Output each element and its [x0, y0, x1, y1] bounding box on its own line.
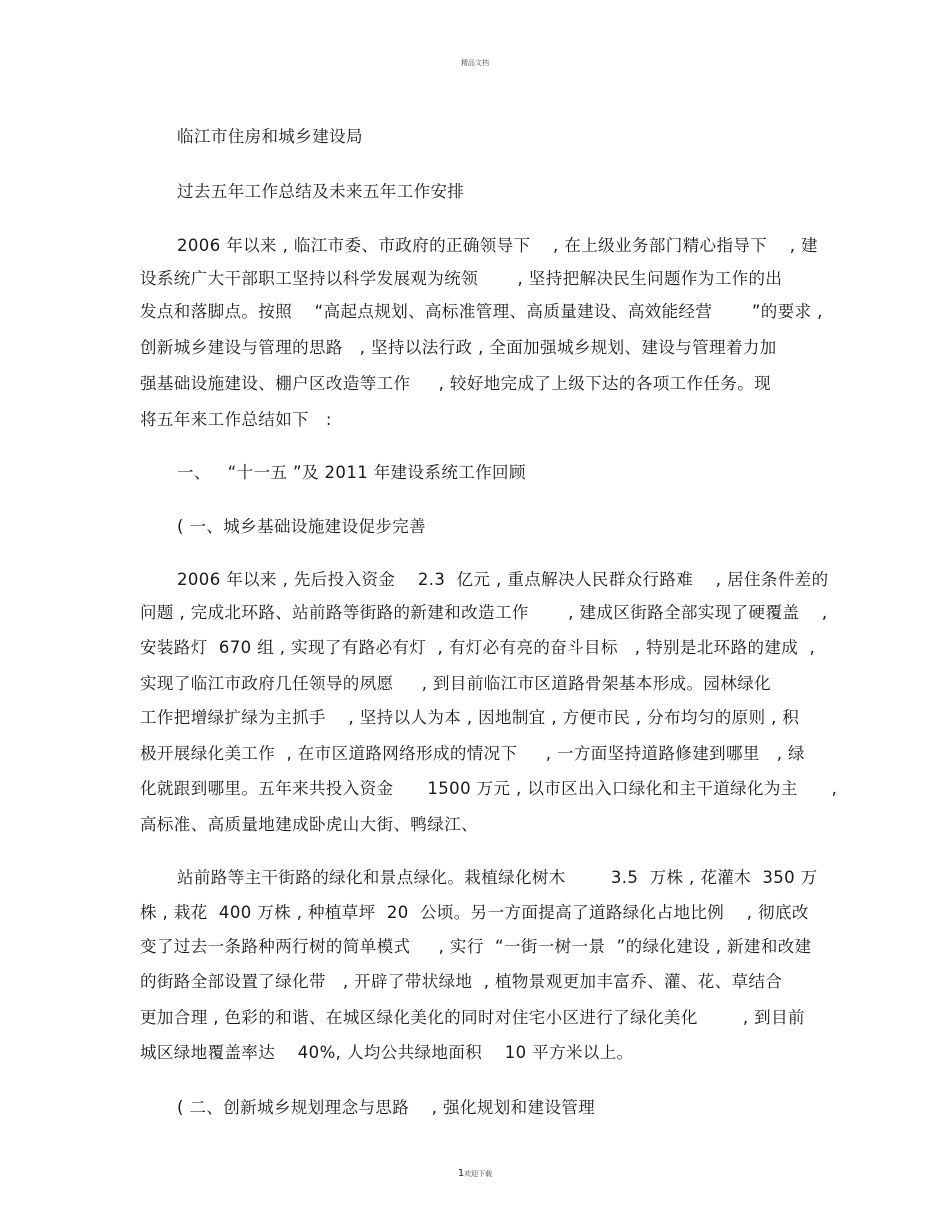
page-footer	[0, 1168, 950, 1179]
page-number: 1	[457, 1168, 465, 1179]
paragraph-line: 变了过去一条路种两行树的简单模式 , 实行 “一街一树一景 ”的绿化建设 , 新建和改建	[140, 937, 812, 956]
paragraph-line: 极开展绿化美工作 , 在市区道路网络形成的情况下 , 一方面坚持道路修建到哪里 , 绿	[140, 744, 805, 763]
intro-line: 设系统广大干部职工坚持以科学发展观为统领 , 坚持把解决民生问题作为工作的出	[140, 269, 783, 288]
header-watermark: 精品文档	[461, 59, 489, 67]
intro-line: 创新城乡建设与管理的思路 , 坚持以法行政 , 全面加强城乡规划、建设与管理着力加	[140, 338, 777, 357]
paragraph-line: 问题 , 完成北环路、站前路等街路的新建和改造工作 , 建成区街路全部实现了硬覆盖 ,	[140, 603, 828, 622]
paragraph-line: 株 , 栽花 400 万株 , 种植草坪 20 公顷。另一方面提高了道路绿化占地比例 , 彻底改	[140, 903, 809, 922]
paragraph-line: 城区绿地覆盖率达 40%, 人均公共绿地面积 10 平方米以上。	[140, 1043, 634, 1062]
footer-note: 欢迎下载	[464, 1170, 493, 1178]
paragraph-line: 站前路等主干街路的绿化和景点绿化。栽植绿化树木 3.5 万株 , 花灌木 350 万	[177, 868, 818, 887]
subsection-heading: ( 二、创新城乡规划理念与思路 , 强化规划和建设管理	[177, 1098, 596, 1117]
section-heading: 一、 “十一五 ”及 2011 年建设系统工作回顾	[177, 463, 526, 482]
paragraph-line: 2006 年以来 , 先后投入资金 2.3 亿元 , 重点解决人民群众行路难 , 居住条件差的	[177, 570, 829, 589]
subsection-heading: ( 一、城乡基础设施建设促步完善	[177, 517, 427, 536]
paragraph-line: 工作把增绿扩绿为主抓手 , 坚持以人为本 , 因地制宜 , 方便市民 , 分布均匀的原则 , 积	[140, 708, 800, 727]
intro-line: 发点和落脚点。按照 “高起点规划、高标准管理、高质量建设、高效能经营 ”的要求 ,	[140, 302, 823, 321]
doc-title: 过去五年工作总结及未来五年工作安排	[177, 182, 465, 201]
paragraph-line: 安装路灯 670 组 , 实现了有路必有灯 , 有灯必有亮的奋斗目标 , 特别是北环路的建成 ,	[140, 638, 816, 657]
paragraph-line: 实现了临江市政府几任领导的夙愿 , 到目前临江市区道路骨架基本形成。园林绿化	[140, 674, 772, 693]
intro-line: 将五年来工作总结如下 :	[140, 410, 332, 429]
paragraph-line: 高标准、高质量地建成卧虎山大街、鸭绿江、	[140, 815, 478, 834]
paragraph-line: 化就跟到哪里。五年来共投入资金 1500 万元 , 以市区出入口绿化和主干道绿化为主 ,	[140, 779, 838, 798]
intro-line: 2006 年以来 , 临江市委、市政府的正确领导下 , 在上级业务部门精心指导下 , 建	[177, 236, 818, 255]
paragraph-line: 的街路全部设置了绿化带 , 开辟了带状绿地 , 植物景观更加丰富乔、灌、花、草结合	[140, 972, 783, 991]
org-title: 临江市住房和城乡建设局	[177, 127, 363, 146]
paragraph-line: 更加合理 , 色彩的和谐、在城区绿化美化的同时对住宅小区进行了绿化美化 , 到目前	[140, 1008, 805, 1027]
intro-line: 强基础设施建设、棚户区改造等工作 , 较好地完成了上级下达的各项工作任务。现	[140, 374, 772, 393]
